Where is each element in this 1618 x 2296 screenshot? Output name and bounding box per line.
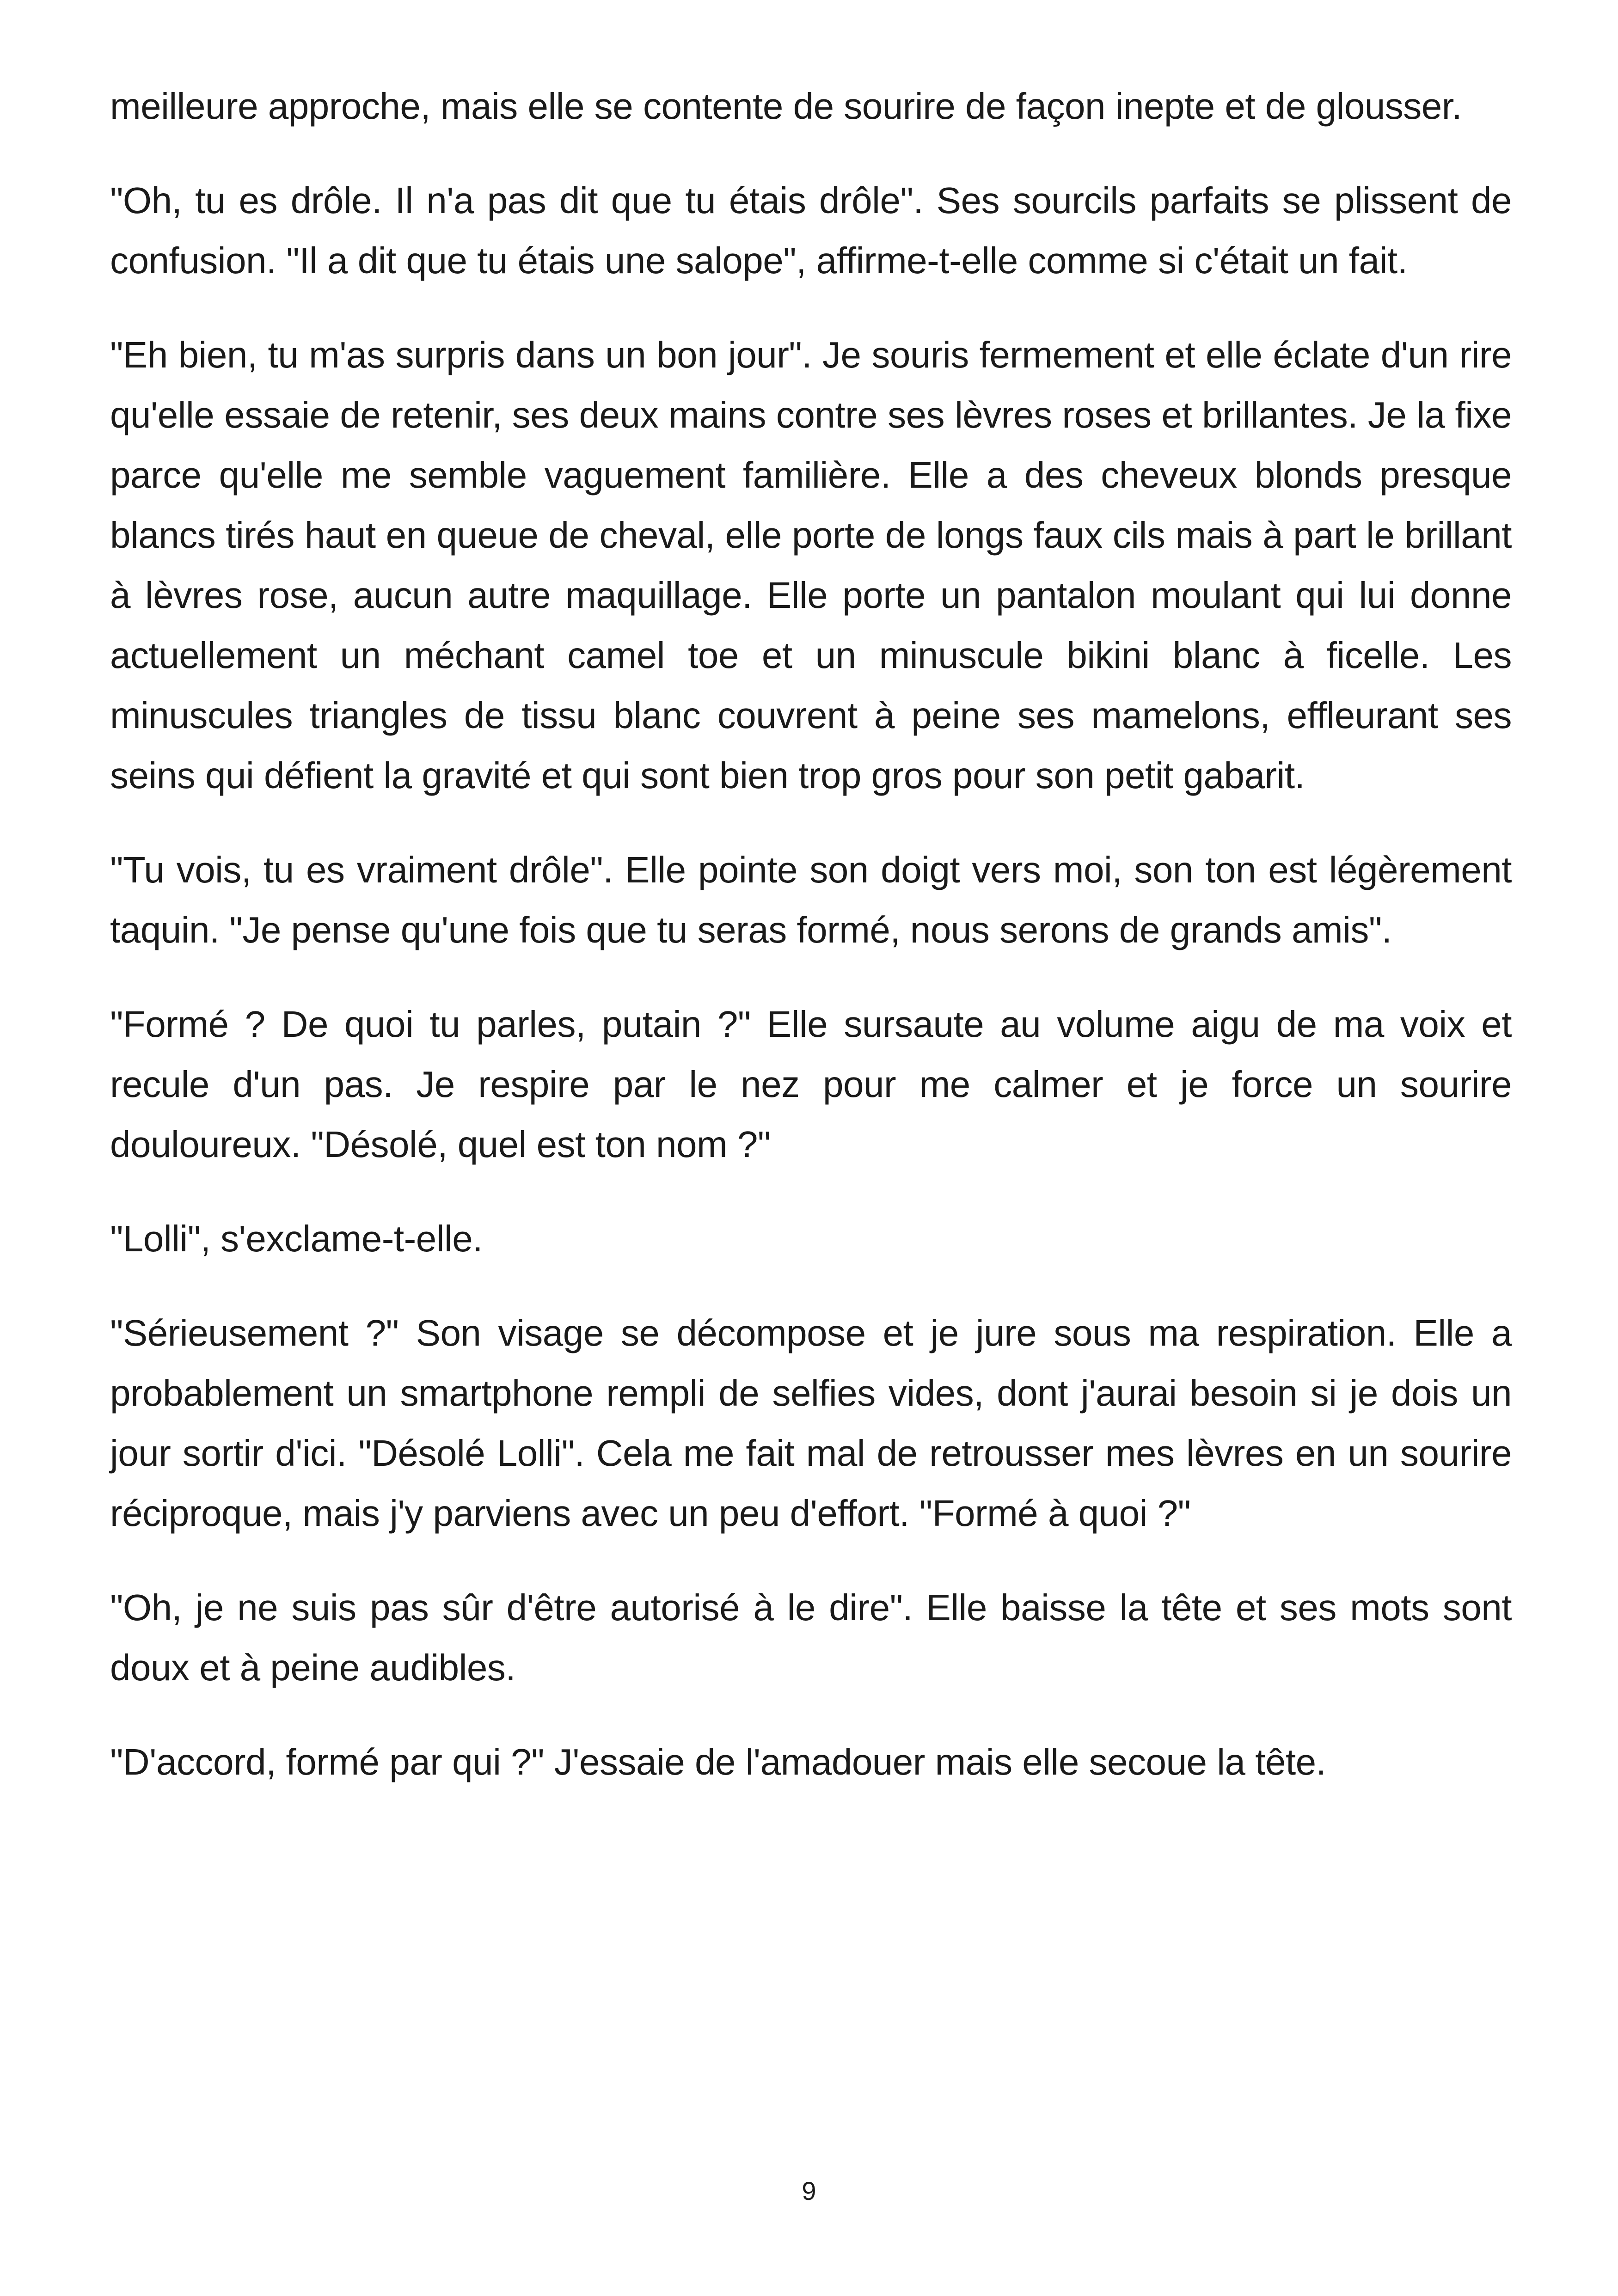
page-number: 9	[802, 2176, 816, 2205]
paragraph: "Tu vois, tu es vraiment drôle". Elle pointe son doigt vers moi, son ton est légèrement taquin. "Je pense qu'une fois que tu seras formé, nous serons de grands amis".	[110, 849, 1512, 950]
paragraph: "Oh, tu es drôle. Il n'a pas dit que tu étais drôle". Ses sourcils parfaits se plissent de confusion. "Il a dit que tu étais une salope", affirme-t-elle comme si c'était un fait.	[110, 180, 1512, 281]
paragraph: "Formé ? De quoi tu parles, putain ?" Elle sursaute au volume aigu de ma voix et recule d'un pas. Je respire par le nez pour me calmer et je force un sourire douloureux. "Désolé, quel est ton nom ?"	[110, 1004, 1512, 1165]
paragraph: meilleure approche, mais elle se contente de sourire de façon inepte et de glousser.	[110, 86, 1462, 127]
paragraph: "Lolli", s'exclame-t-elle.	[110, 1218, 483, 1259]
paragraph: "Sérieusement ?" Son visage se décompose et je jure sous ma respiration. Elle a probablement un smartphone rempli de selfies vides, dont j'aurai besoin si je dois un jour sortir d'ici. "Désolé Lolli". Cela me fait mal de retrousser mes lèvres en un sourire réciproque, mais j'y parviens avec un peu d'effort. "Formé à quoi ?"	[110, 1312, 1512, 1534]
paragraph: "D'accord, formé par qui ?" J'essaie de l'amadouer mais elle secoue la tête.	[110, 1741, 1326, 1782]
paragraph: "Oh, je ne suis pas sûr d'être autorisé à le dire". Elle baisse la tête et ses mots sont doux et à peine audibles.	[110, 1587, 1512, 1688]
body-text	[110, 76, 1512, 1826]
paragraph: "Eh bien, tu m'as surpris dans un bon jour". Je souris fermement et elle éclate d'un rire qu'elle essaie de retenir, ses deux mains contre ses lèvres roses et brillantes. Je la fixe parce qu'elle me semble vaguement familière. Elle a des cheveux blonds presque blancs tirés haut en queue de cheval, elle porte de longs faux cils mais à part le brillant à lèvres rose, aucun autre maquillage. Elle porte un pantalon moulant qui lui donne actuellement un méchant camel toe et un minuscule bikini blanc à ficelle. Les minuscules triangles de tissu blanc couvrent à peine ses mamelons, effleurant ses seins qui défient la gravité et qui sont bien trop gros pour son petit gabarit.	[110, 334, 1512, 796]
